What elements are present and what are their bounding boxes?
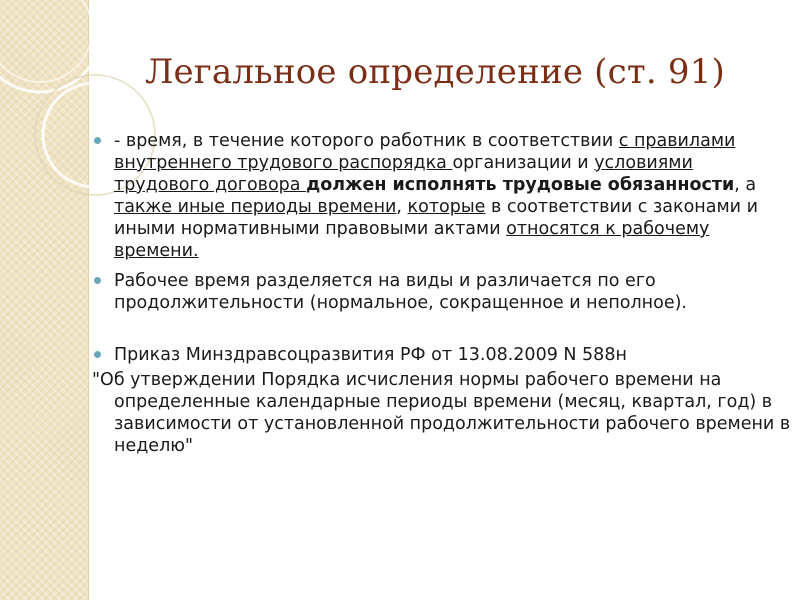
definition-text-3: организации и	[452, 153, 595, 173]
order-text: Приказ Минздравсоцразвития РФ от 13.08.2009 N 588н	[114, 345, 627, 365]
definition-text-relate: относятся к рабочему времени.	[114, 219, 710, 261]
bullet-item-types	[92, 270, 792, 314]
slide-content	[92, 130, 792, 457]
definition-text-8: ,	[396, 197, 408, 217]
bullet-icon	[94, 351, 101, 358]
types-text: Рабочее время разделяется на виды и различается по его продолжительности (нормальное, сокращенное и неполное).	[114, 271, 687, 313]
bullet-icon	[94, 137, 101, 144]
definition-text-rules: с правилами внутреннего трудового распорядка	[114, 131, 736, 173]
slide-title: Легальное определение (ст. 91)	[144, 52, 726, 92]
order-title-quote: "Об утверждении Порядка исчисления нормы рабочего времени на определенные календарные периоды времени (месяц, квартал, год) в зависимости от установленной продолжительности рабочего времени в неделю"	[92, 370, 791, 456]
definition-text-contract: условиями трудового договора	[114, 153, 693, 195]
definition-text-other-periods: также иные периоды времени	[114, 197, 397, 217]
bullet-icon	[94, 277, 101, 284]
bullet-item-definition	[92, 130, 792, 262]
definition-text-duties: должен исполнять трудовые обязанности	[306, 175, 735, 195]
definition-text-10: в соответствии с законами и иными нормативными правовыми актами	[114, 197, 758, 239]
definition-text-6: , а	[734, 175, 757, 195]
definition-text-1: - время, в течение которого работник в соответствии	[114, 131, 619, 151]
definition-text-which: которые	[407, 197, 486, 217]
bullet-item-order	[92, 344, 792, 366]
